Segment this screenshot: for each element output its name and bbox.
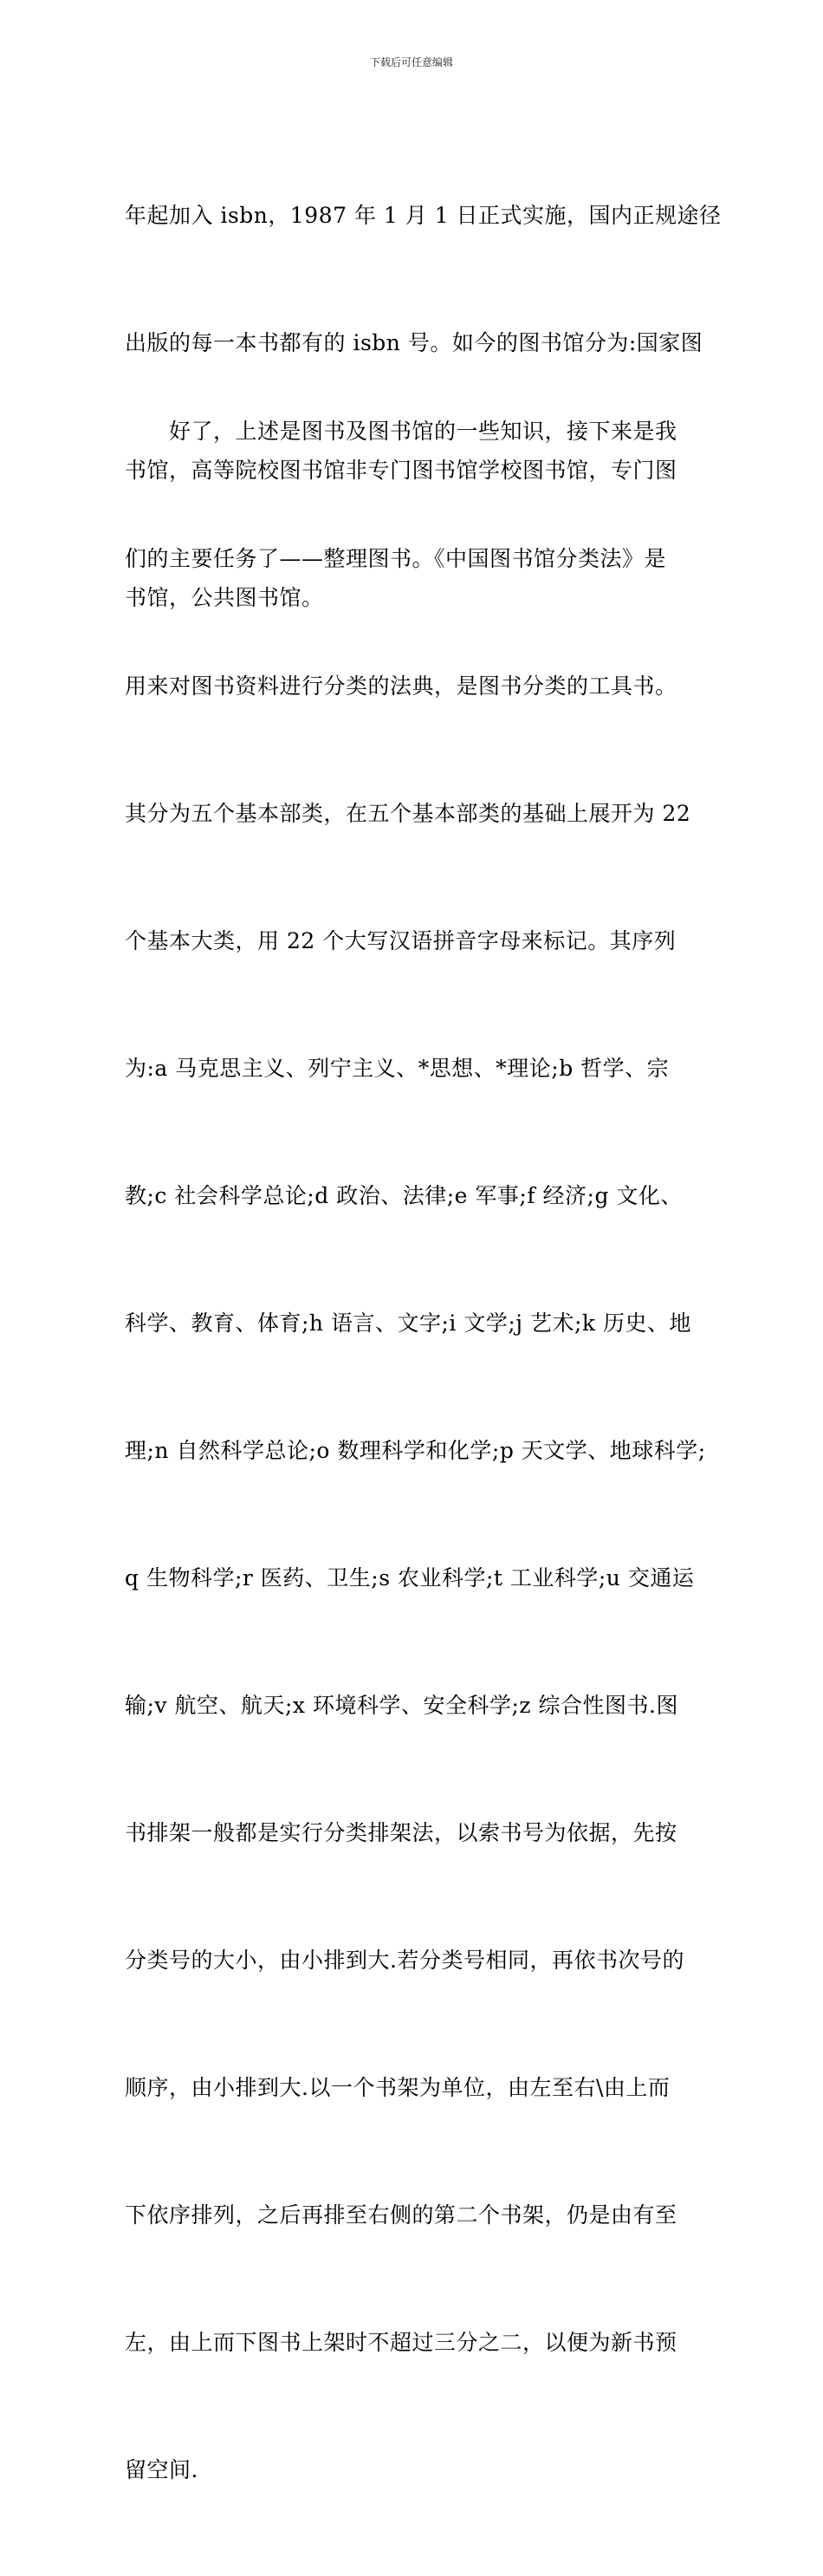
text-line: 理;n 自然科学总论;o 数理科学和化学;p 天文学、地球科学; — [125, 1438, 706, 1463]
text-line: 为:a 马克思主义、列宁主义、*思想、*理论;b 哲学、宗 — [125, 1056, 670, 1081]
text-line: 书馆，公共图书馆。 — [125, 585, 324, 610]
text-line: 科学、教育、体育;h 语言、文字;i 文学;j 艺术;k 历史、地 — [125, 1311, 691, 1336]
text-line: 年起加入 isbn，1987 年 1 月 1 日正式实施，国内正规途径 — [125, 203, 722, 228]
text-line: 个基本大类，用 22 个大写汉语拼音字母来标记。其序列 — [125, 928, 677, 953]
header-note: 下载后可任意编辑 — [369, 56, 453, 68]
text-line: q 生物科学;r 医药、卫生;s 农业科学;t 工业科学;u 交通运 — [125, 1565, 695, 1590]
text-line: 书排架一般都是实行分类排架法，以索书号为依据，先按 — [125, 1820, 677, 1845]
text-line: 其分为五个基本部类，在五个基本部类的基础上展开为 22 — [125, 801, 691, 826]
text-line: 左，由上而下图书上架时不超过三分之二，以便为新书预 — [125, 2330, 677, 2355]
text-line: 书馆，高等院校图书馆非专门图书馆学校图书馆，专门图 — [125, 458, 677, 483]
text-line: 用来对图书资料进行分类的法典，是图书分类的工具书。 — [125, 673, 677, 699]
text-line: 顺序，由小排到大.以一个书架为单位，由左至右\由上而 — [125, 2075, 671, 2100]
text-line: 好了，上述是图书及图书馆的一些知识，接下来是我 — [125, 419, 677, 444]
text-line: 们的主要任务了——整理图书。《中国图书馆分类法》是 — [125, 546, 667, 571]
text-line: 分类号的大小，由小排到大.若分类号相同，再依书次号的 — [125, 1948, 684, 1973]
text-line: 输;v 航空、航天;x 环境科学、安全科学;z 综合性图书.图 — [125, 1693, 678, 1718]
text-line: 出版的每一本书都有的 isbn 号。如今的图书馆分为:国家图 — [125, 330, 703, 355]
text-line: 下依序排列，之后再排至右侧的第二个书架，仍是由有至 — [125, 2202, 677, 2228]
text-line: 留空间. — [125, 2457, 198, 2482]
text-line: 教;c 社会科学总论;d 政治、法律;e 军事;f 经济;g 文化、 — [125, 1183, 683, 1208]
paragraph-2 — [125, 325, 731, 2576]
